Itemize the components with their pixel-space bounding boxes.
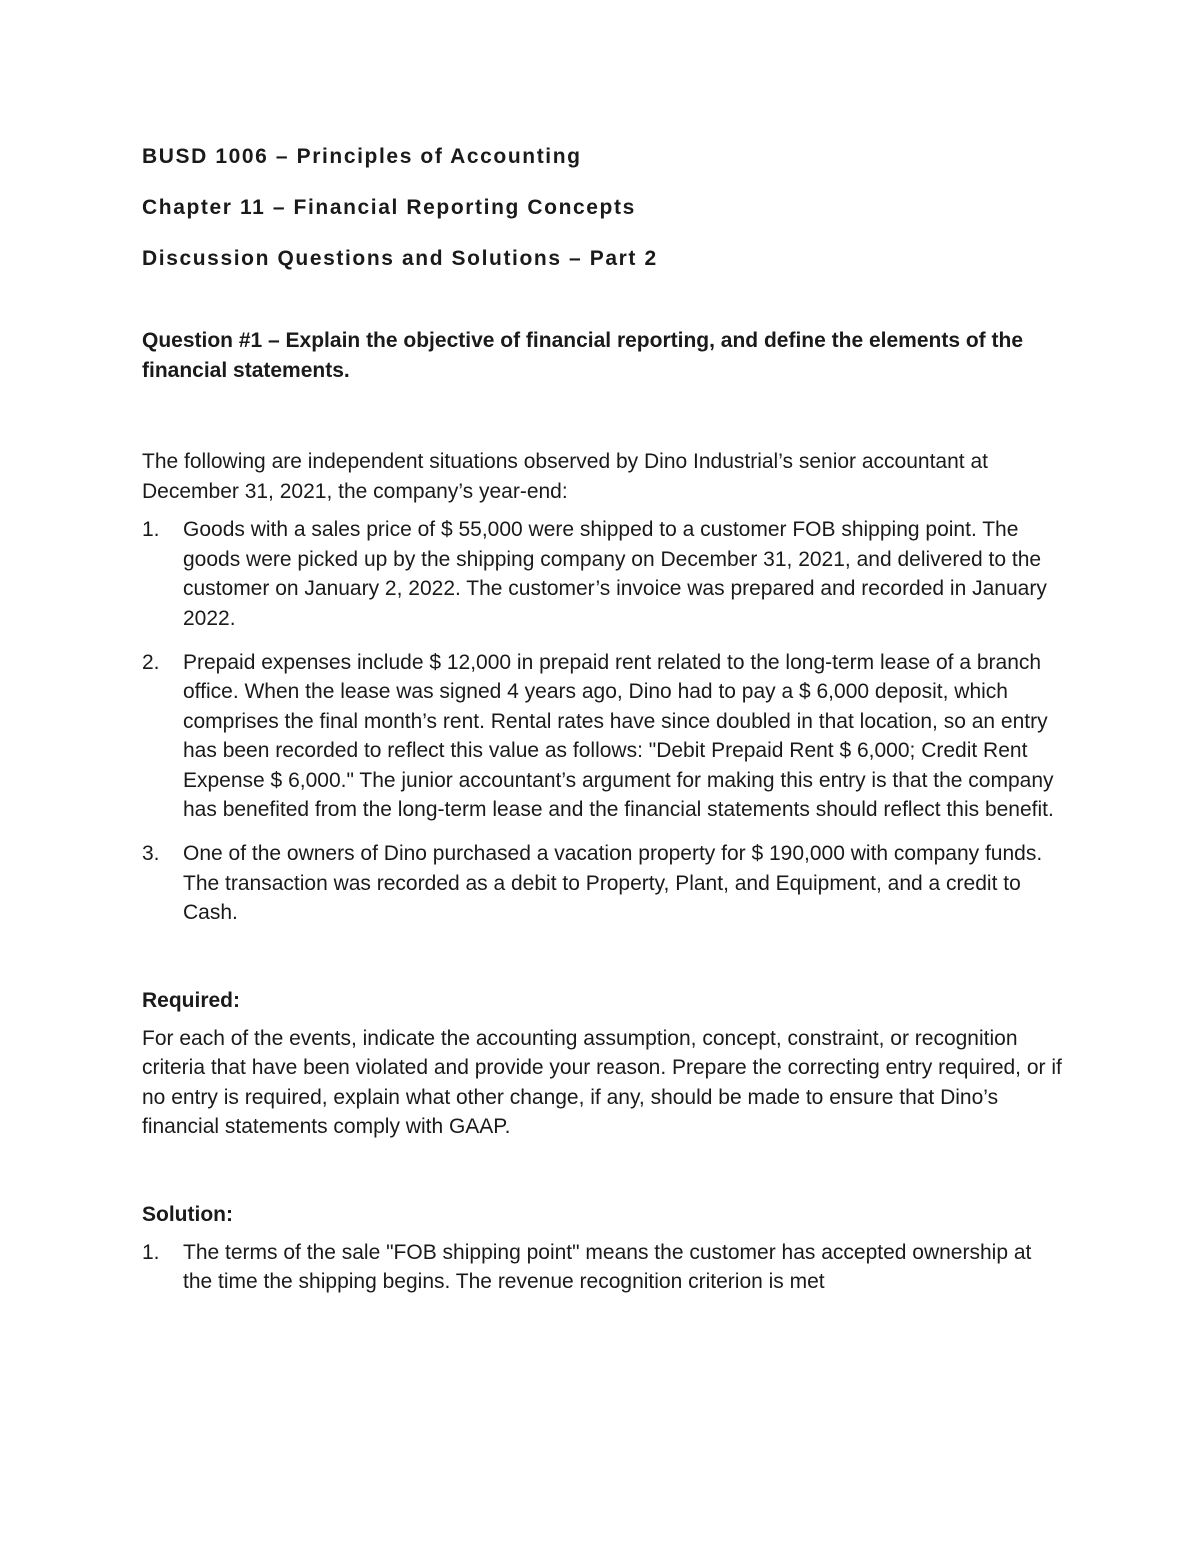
document-content [142,140,1062,1311]
course-title: BUSD 1006 – Principles of Accounting [142,145,582,168]
list-item-text: One of the owners of Dino purchased a vacation property for $ 190,000 with company funds. The transaction was recorded as a debit to Property, Plant, and Equipment, and a credit to Cash. [183,842,1043,924]
document-subtitle: Discussion Questions and Solutions – Part 2 [142,247,658,270]
solution-heading: Solution: [142,1202,233,1226]
question-heading: Question #1 – Explain the objective of financial reporting, and define the elements of the financial statements. [142,329,1023,382]
required-heading: Required: [142,988,241,1012]
solution-list [142,1238,1062,1297]
list-item-number: 2. [142,650,160,674]
list-item [142,1238,1062,1297]
list-item-number: 1. [142,518,160,541]
list-item-number: 1. [142,1240,160,1264]
chapter-title: Chapter 11 – Financial Reporting Concepts [142,196,636,219]
list-item-text: Prepaid expenses include $ 12,000 in prepaid rent related to the long-term lease of a branch office. When the lease was signed 4 years ago, Dino had to pay a $ 6,000 deposit, which comprises the final month’s rent. Rental rates have since doubled in that location, so an entry has been recorded to reflect this value as follows: "Debit Prepaid Rent $ 6,000; Credit Rent Expense $ 6,000." The junior accountant’s argument for making this entry is that the company has benefited from the long-term lease and the financial statements should reflect this benefit. [183,650,1054,821]
list-item [142,839,1062,928]
list-item-text: The terms of the sale "FOB shipping point" means the customer has accepted ownership at the time the shipping begins. The revenue recognition criterion is met [183,1240,1032,1293]
list-item [142,648,1062,825]
required-paragraph: For each of the events, indicate the accounting assumption, concept, constraint, or recognition criteria that have been violated and provide your reason. Prepare the correcting entry required, or if no entry is required, explain what other change, if any, should be made to ensure that Dino’s financial statements comply with GAAP. [142,1026,1062,1138]
list-item-number: 3. [142,842,160,865]
list-item-text: Goods with a sales price of $ 55,000 were shipped to a customer FOB shipping point. The goods were picked up by the shipping company on December 31, 2021, and delivered to the customer on January 2, 2022. The customer’s invoice was prepared and recorded in January 2022. [183,518,1047,630]
situations-list [142,515,1062,928]
intro-paragraph: The following are independent situations observed by Dino Industrial’s senior accountant at December 31, 2021, the company’s year-end: [142,450,988,503]
list-item [142,515,1062,633]
